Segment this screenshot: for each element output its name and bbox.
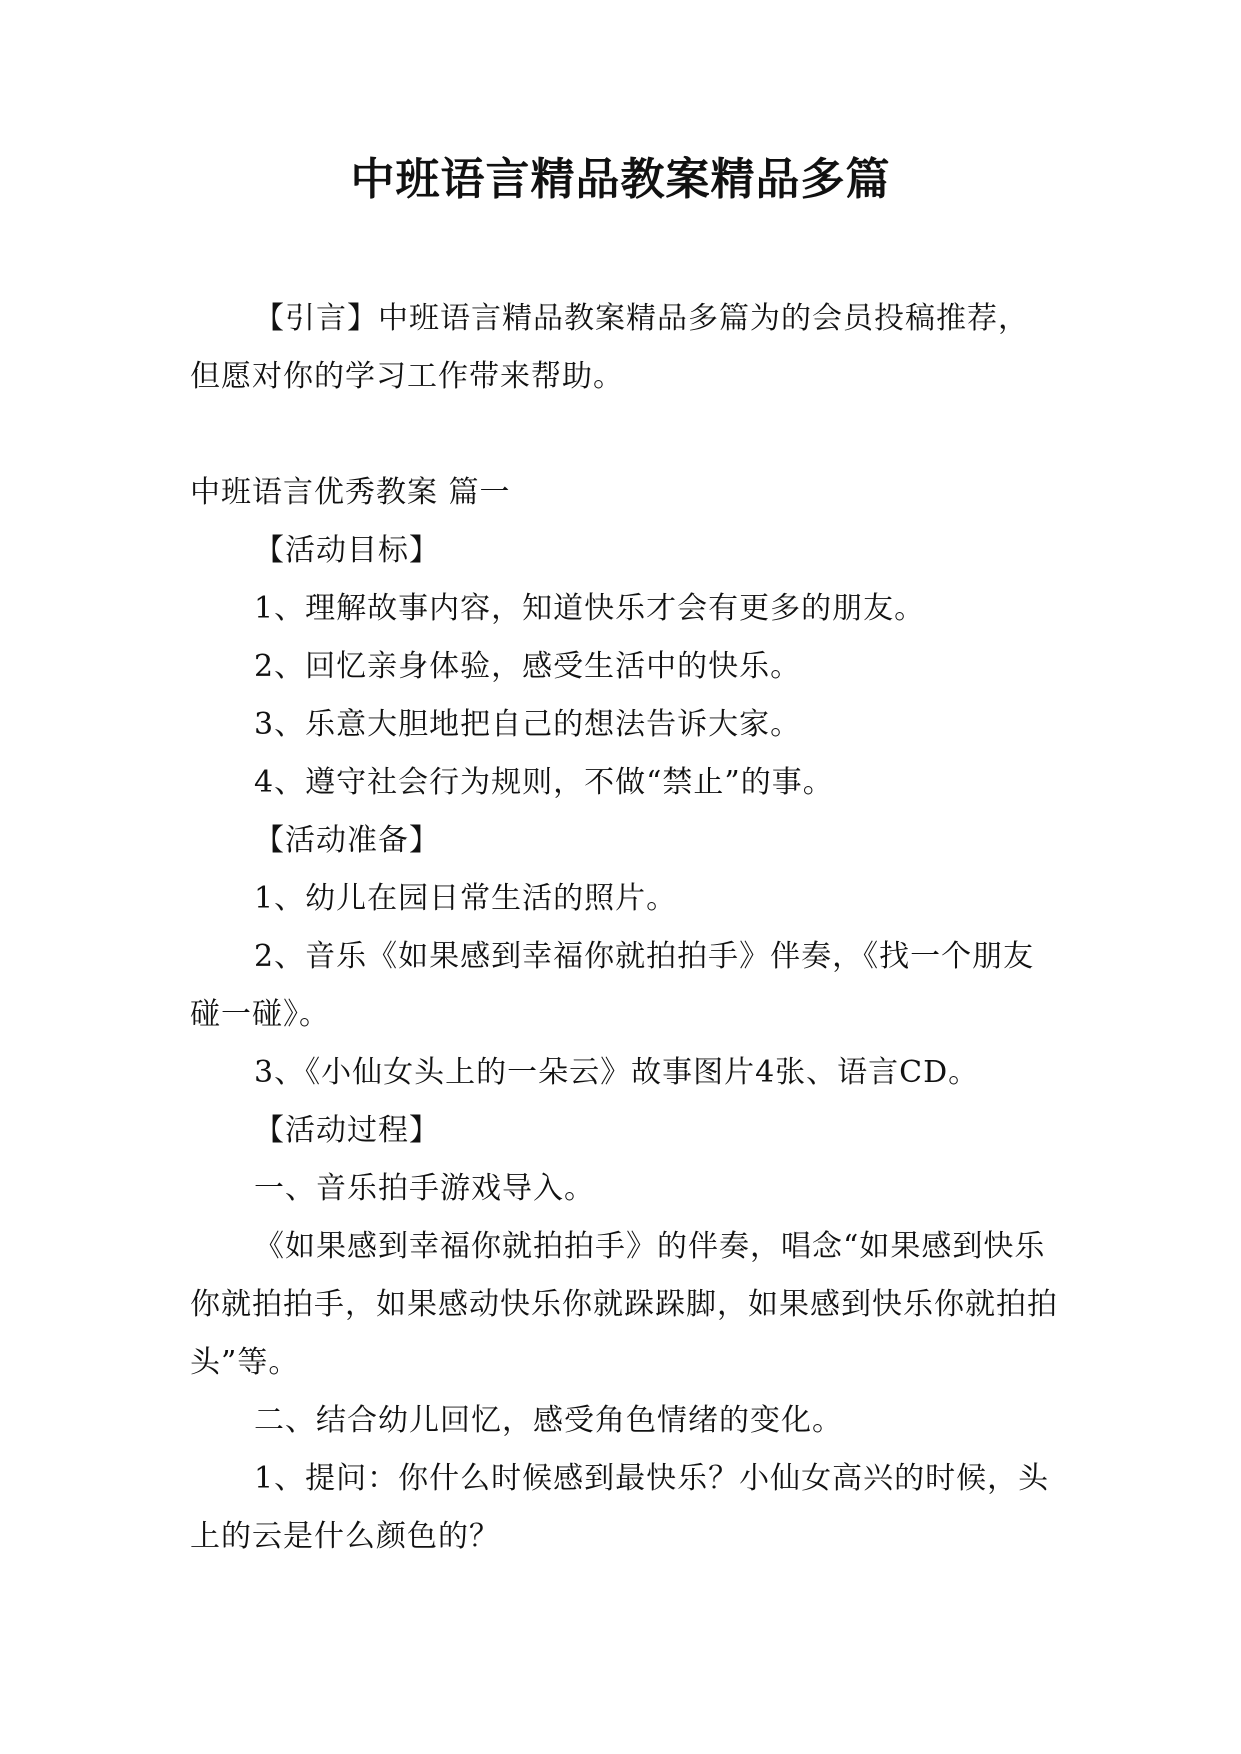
process-paragraph: 《如果感到幸福你就拍拍手》的伴奏，唱念“如果感到快乐你就拍拍手，如果感动快乐你就跺跺脚，如果感到快乐你就拍拍头”等。 (190, 1229, 1058, 1380)
intro-line-2: 但愿对你的学习工作带来帮助。 (190, 359, 624, 394)
prep-item-2: 2、音乐《如果感到幸福你就拍拍手》伴奏，《找一个朋友碰一碰》。 (190, 939, 1035, 1032)
section-heading: 中班语言优秀教案 篇一 (190, 475, 511, 510)
goal-item-1: 1、理解故事内容，知道快乐才会有更多的朋友。 (254, 591, 926, 626)
process-question: 1、提问：你什么时候感到最快乐？小仙女高兴的时候，头上的云是什么颜色的？ (190, 1461, 1050, 1554)
goal-item-2: 2、回忆亲身体验，感受生活中的快乐。 (254, 649, 802, 684)
goal-item-4: 4、遵守社会行为规则，不做“禁止”的事。 (254, 765, 834, 800)
document-title: 中班语言精品教案精品多篇 (350, 154, 891, 205)
subheading-activity-goals: 【活动目标】 (254, 533, 440, 568)
prep-item-1: 1、幼儿在园日常生活的照片。 (254, 881, 678, 916)
document-body (190, 290, 1060, 1566)
paragraph-gap (190, 406, 1060, 464)
prep-item-3: 3、《小仙女头上的一朵云》故事图片4张、语言CD。 (254, 1055, 980, 1090)
process-step-2: 二、结合幼儿回忆，感受角色情绪的变化。 (254, 1403, 843, 1438)
goal-item-3: 3、乐意大胆地把自己的想法告诉大家。 (254, 707, 802, 742)
subheading-activity-preparation: 【活动准备】 (254, 823, 440, 858)
subheading-activity-process: 【活动过程】 (254, 1113, 440, 1148)
intro-line-1: 【引言】中班语言精品教案精品多篇为的会员投稿推荐， (254, 301, 1029, 336)
process-step-1: 一、音乐拍手游戏导入。 (254, 1171, 595, 1206)
